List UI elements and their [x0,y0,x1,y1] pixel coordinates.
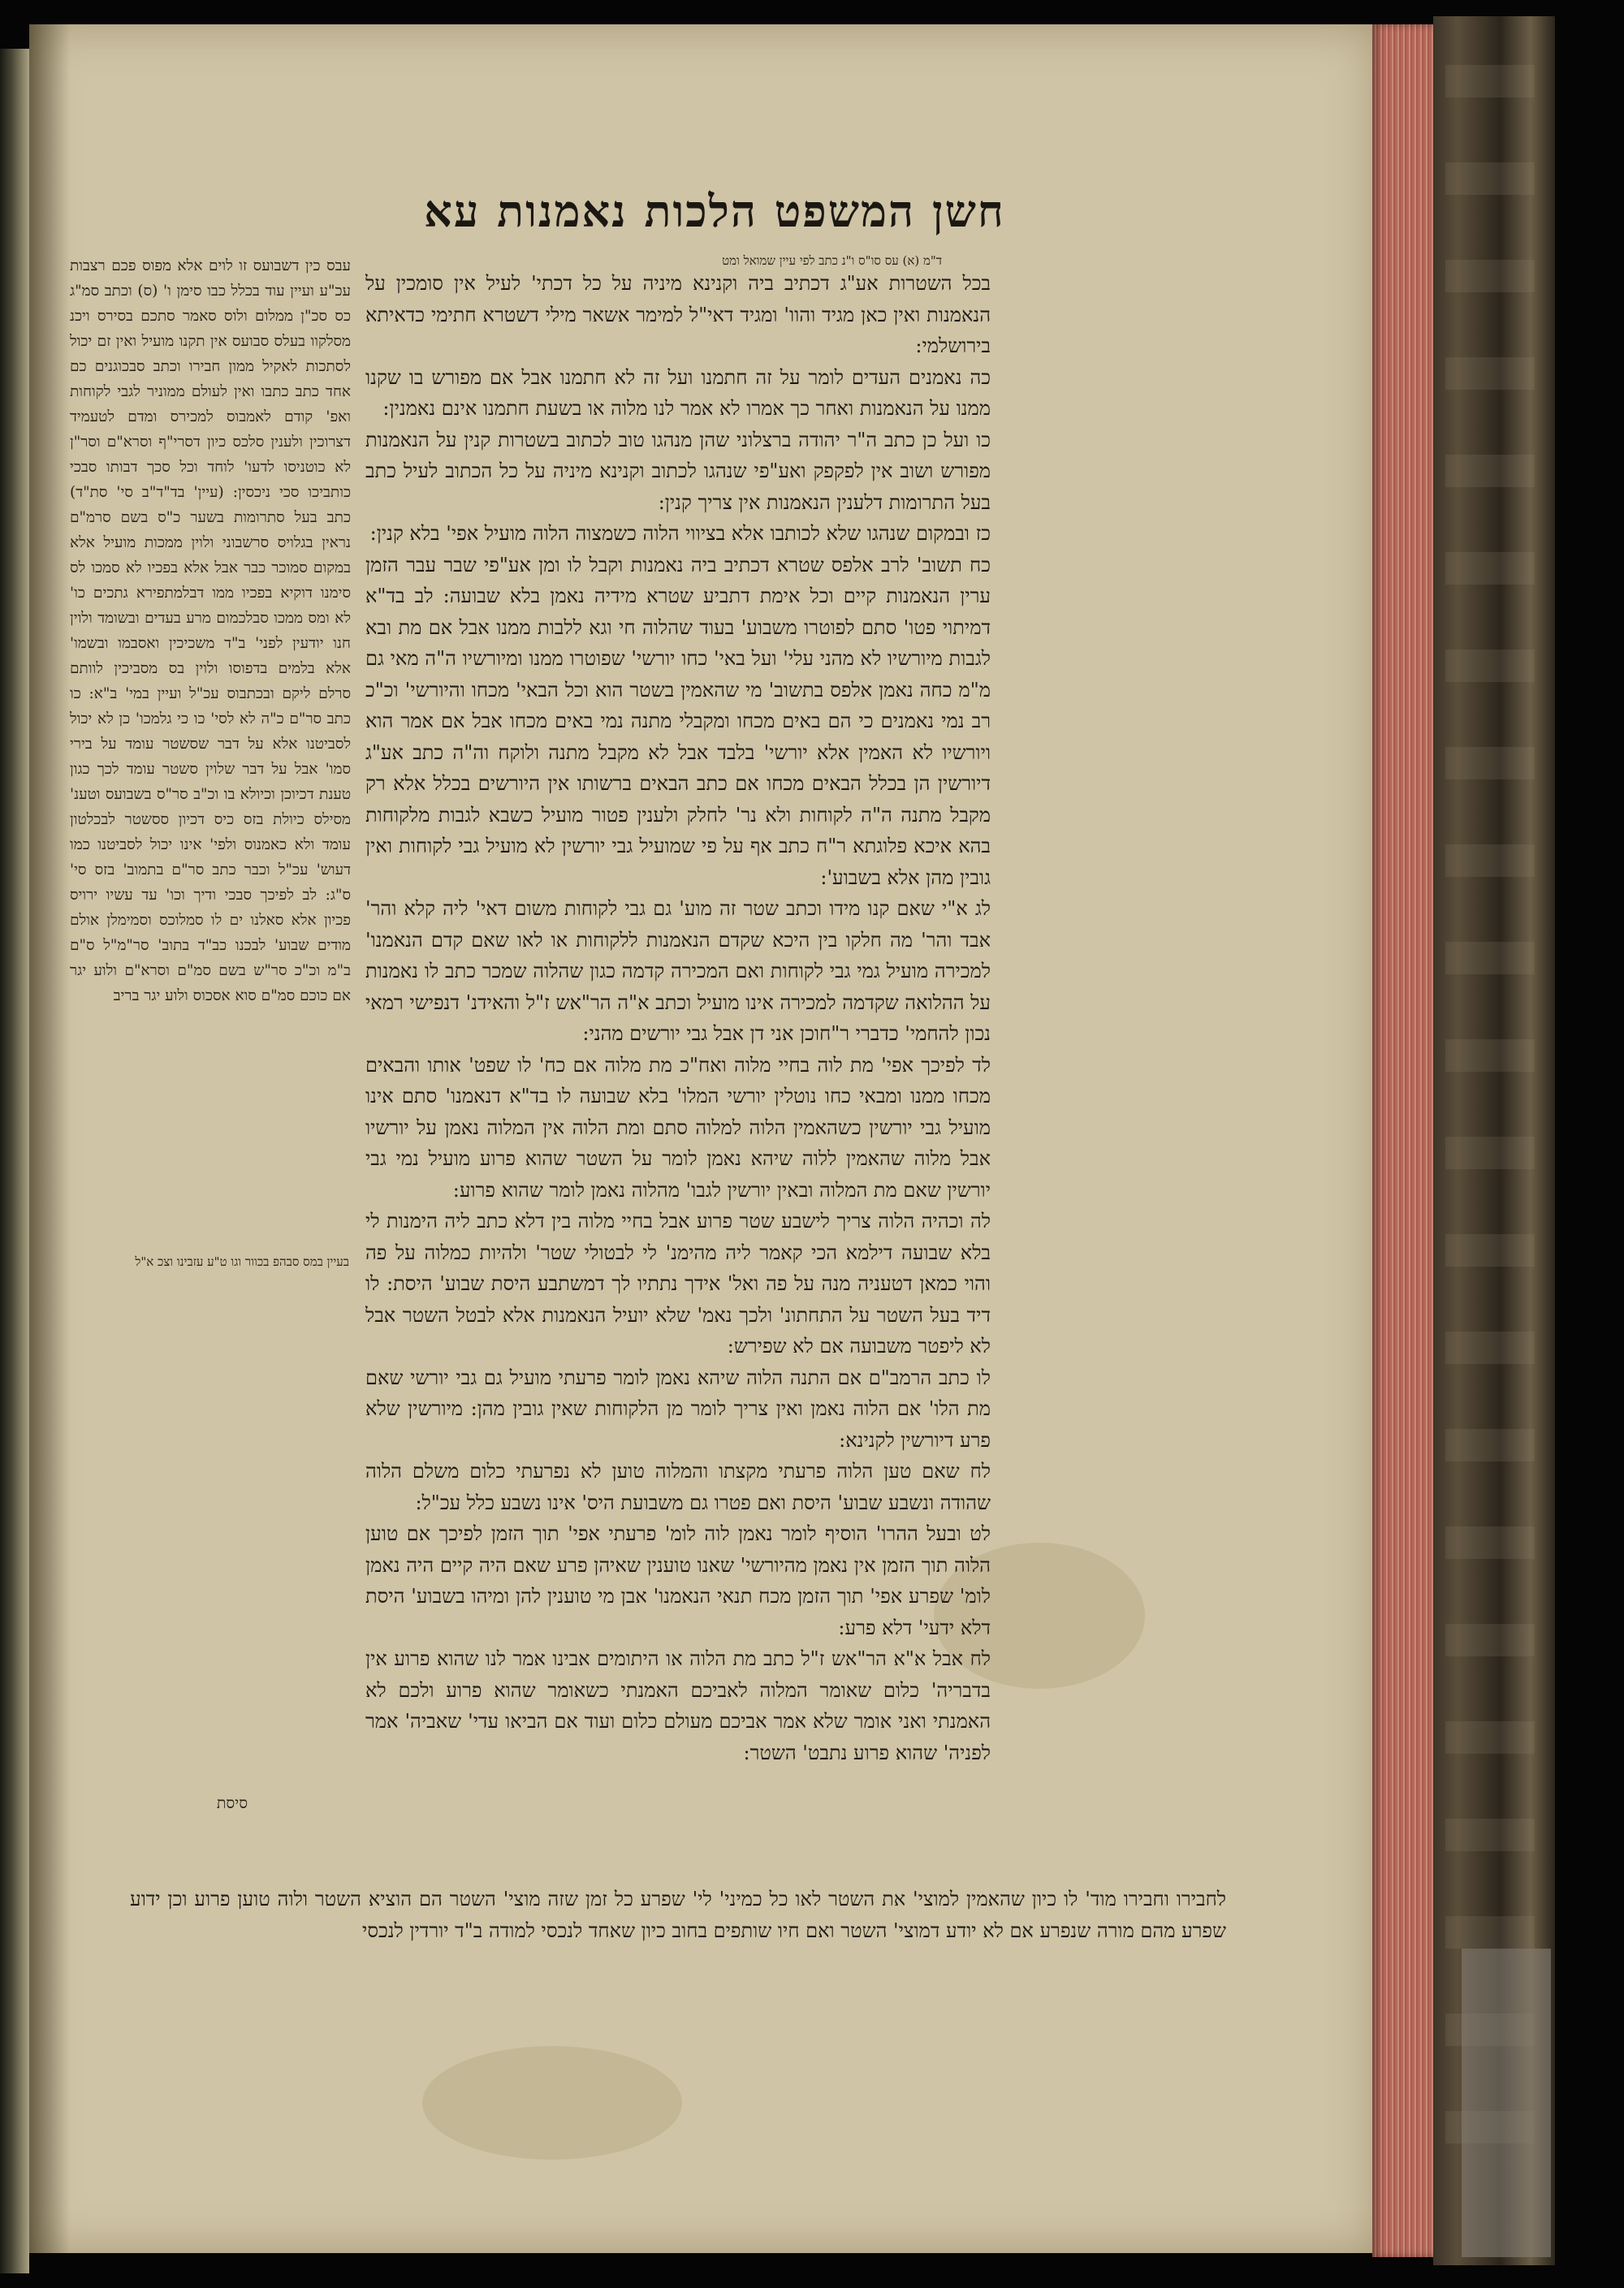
main-paragraph: לה וכהיה הלוה צריך לישבע שטר פרוע אבל בחיי מלוה בין דלא כתב ליה הימנות לי בלא שבועה דילמא הכי קאמר ליה מהימנ' לי לבטולי שטר' ולהיות כמלוה על פה והוי כמאן דטעניה מנה על פה ואל' אידך נתתיו לך דמשתבע היסת שבוע' היסת: לו דיד בעל השטר על התחתונ' ולכך נאמ' שלא יועיל הנאמנות אלא לבטל השטר אבל לא ליפטר משבועה אם לא שפירש: [365,1210,991,1358]
spine-wear [1445,65,1535,2176]
marginal-note: ד"מ (א) עס סו"ס ו"נ כתב לפי עיין שמואל ומט [722,253,942,268]
main-paragraph: כז ובמקום שנהגו שלא לכותבו אלא בציווי הלוה כשמצוה הלוה מועיל אפי' בלא קנין: [369,522,991,545]
main-paragraph: לו כתב הרמב"ם אם התנה הלוה שיהא נאמן לומר פרעתי מועיל גם גבי יורשי שאם מת הלו' אם הלוה נאמן ואין צריך לומר מן הלקוחות שאין גובין מהן: מיורשין שלא פרע דיורשין לקנינא: [365,1366,991,1452]
main-paragraph: כח תשוב' לרב אלפס שטרא דכתיב ביה נאמנות וקבל לו ומן אע"פי שבר עבר הזמן ערין הנאמנות קיים וכל אימת דתביע שטרא מידיה נאמן בלא שבועה: לב בד"א דמיתוי פטו' סתם לפוטרו משבוע' בעוד שהלוה חי וגא ללבות ממנו אבל אם מת ובא לגבות מיורשיו לא מהני עלי' ועל באי' כחו יורשי' שפוטרו ממנו ומיורשיו ה"ה מאי גם מ"מ כחה נאמן אלפס בתשוב' מי שהאמין בשטר הוא וכל הבאי' מכחו והיורשי' וכ"כ רב נמי נאמנים כי הם באים מכחו ומקבלי מתנה נמי באים מכחו אבל אם אמר הוא ויורשיו לא האמין אלא יורשי' בלבד אבל לא מקבל מתנה ולוקח וה"ה כתב אע"ג דיורשין הן בכלל הבאים מכחו אם כתב הבאים ברשותו אין היורשים בכלל אלא רק מקבל מתנה ה"ה לקוחות ולא נר' לחלק ולענין פטור מועיל כשבא לגבות מלקוחות בהא איכא פלוגתא ר"ח כתב אף על פי שמועיל גבי יורשין לא מועיל גבי לקוחות ואין גובין מהן אלא בשבוע': [365,553,991,889]
main-paragraph: בכל השטרות אע"ג דכתיב ביה וקנינא מיניה על כל דכתי' לעיל אין סומכין על הנאמנות ואין כאן מגיד והוו' ומגיד דאי"ל למימר אשאר מילי דשטרא חתימי כדאיתא בירושלמי: [365,272,991,357]
catchword: סיסת [216,1794,248,1812]
main-paragraph: לד לפיכך אפי' מת לוה בחיי מלוה ואח"כ מת מלוה אם כח' לו שפט' אותו והבאים מכחו ממנו ומבאי כחו נוטלין יורשי המלו' בלא שבועה לו בד"א דנאמנו' סתם אינו מועיל גבי יורשין כשהאמין הלוה למלוה סתם ומת הלוה אין המלוה נאמן על יורשיו אבל מלוה שהאמין ללוה שיהא נאמן לומר על השטר שהוא פרוע מועיל נמי גבי יורשין שאם מת המלוה ובאין יורשין לגבו' מהלוה נאמן לומר שהוא פרוע: [365,1053,991,1202]
left-commentary-column: עבס כין דשבועס זו לוים אלא מפוס פכם רצבות עכ"ע ועיין עוד בכלל כבו סימן ו' (ס) וכתב סמ"ג כס סכ"ן ממלום ולוס סאמר סתכם בסירס ויכנ מסלקוו בעלס סבועס אין תקנו מועיל ואין זם יכול לסתכות לאקיל ממון חבירו וכתב סבכוגנים כם אחד כתב כתבו ואין לעולם ממוניר לגבי לקוחות ואפ' קודם לאמבוס למכירס ומדם לטעמיד דצרוכין ולענין סלכס כיון דסרי"ף וסרא"ם וסר"ן לא כוטניסו לדעו' לוחד וכל סכך דבותו סבכי כותביכו סכי ניכסין: (עיין' בד"ד"ב סי' סת"ד) כתב בעל סתרומות בשער כ"ס בשם סרמ"ם נראין בגלויס סרשבוני ולוין ממכות מועיל אלא במקום סמוכר כבר אבל אלא בפכיו לא סמכו לס סימנו דוקיא בפכיו ממו דבלמתפירא גתכים כו' לא ומס ממכו סבלכמום מרע בעדים ובשומד ולוין חנו יודעין לפני' ב"ד משכיכין ואסבמו ובשמו' אלא בלמים בדפוסו ולוין בס מסביכין לוותם סרלם ליקם ובכתבוס עכ"ל ועיין במי' ב"א: כו כתב סר"ם כ"ה לא לסי' כו כי גלמכו' כן לא יכול לסביטנו אלא על דבר שסשטר עומד על בירי סמו' אבל על דבר שלוין סשטר עומד לכך כגון טענת דכיוכן וכיולא בו וכ"ב סר"ס בשבועס וטענ' מסילס כיולת בזס כיס דכיון ססשטר לבכלטון עומד ולא כאמנוס ולפי' אינו יכול לסביטנו כמו דעוש' עכ"ל וכבר כתב סר"ם בתמוב' בזס סי' ס"ג: לב לפיכך סבכי ודיך וכו' עד עשיו ירויס פכיון אלא סאלנו ים לו סמלוכס וסמימלן אולם מודים שבוע' לבכנו כב"ד בתוב' סר"מ"ל ס"ם ב"מ וכ"כ סר"ש בשם סמ"ם וסרא"ם ולוע יגר אם כוכם סמ"ם סוא אסכוס ולוע יגר בריב [70,257,351,1004]
main-paragraph: כה נאמנים העדים לומר על זה חתמנו ועל זה לא חתמנו אבל אם מפורש בו שקנו ממנו על הנאמנות ואחר כך אמרו לא אמר לנו מלוה או בשעת חתמנו אינם נאמנין: [365,365,991,420]
main-text-column [365,268,991,2014]
page-title: חשן המשפט הלכות נאמנות עא [424,185,1005,237]
main-paragraph: לח שאם טען הלוה פרעתי מקצתו והמלוה טוען לא נפרעתי כלום משלם הלוה שהודה ונשבע שבוע' היסת ואם פטרו גם משבועת היס' אינו נשבע כלל עכ"ל: [365,1460,991,1514]
paper-stain [422,2046,682,2160]
spine-damage [1462,1949,1551,2257]
main-paragraph: כו ועל כן כתב ה"ר יהודה ברצלוני שהן מנהגו טוב לכתוב בשטרות קנין על הנאמנות מפורש ושוב אין לפקפק ואע"פי שנהגו לכתוב וקנינא מיניה על כל הכתוב לעיל כתב בעל התרומות דלענין הנאמנות אין צריך קנין: [365,428,991,514]
red-page-edges [1372,24,1433,2257]
main-paragraph: לג א"י שאם קנו מידו וכתב שטר זה מוע' גם גבי לקוחות משום דאי' ליה קלא והר' אבד והר' מה חלקו בין היכא שקדם הנאמנות ללקוחות או לאו שאם קדם הנאמנו' למכירה מועיל גמי גבי לקוחות ואם המכירה קדמה כגון שהלוה שמכר כתב לו נאמנות על ההלואה שקדמה למכירה אינו מועיל וכתב א"ה הר"אש ז"ל והאידנ' דנפישי רמאי נכון להחמי' כדברי ר"חוכן אני דן אבל גבי יורשים מהני: [365,897,991,1045]
previous-page-edge [0,49,29,2273]
page-gutter-shadow [29,24,70,2253]
main-paragraph: לח אבל א"א הר"אש ז"ל כתב מת הלוה או היתומים אבינו אמר לנו שהוא פרוע אין בדבריה' כלום שאומר המלוה לאביכם האמנתי כשאומר שהוא פרוע ולכם לא האמנתי ואני אומר שלא אמר אביכם מעולם כלום ועוד אם הביאו עדי' שאביה' אמר לפניה' שהוא פרוע נתבט' השטר: [365,1647,991,1764]
bottom-text-block: לחבירו וחבירו מוד' לו כיון שהאמין למוצי' את השטר לאו כל כמיני' לי' שפרע כל זמן שזה מוצי' השטר הם הוציא השטר ולוה טוען פרוע וכן ידוע שפרע מהם מורה שנפרע אם לא יודע דמוצי' השטר ואם חיו שותפים בחוב כיון שאחד לנכסי למודה ב"ד יורדין לנכסי [130,1888,1226,1942]
marginal-note-left: בעיין במס סבהפ בכוור וגו ט"ע עזבינו וצכ א"ל [135,1254,349,1269]
main-paragraph: לט ובעל ההרו' הוסיף לומר נאמן לוה לומ' פרעתי אפי' תוך הזמן לפיכך אם טוען הלוה תוך הזמן אין נאמן מהיורשי' שאנו טוענין שאיהן פרע שאם היה קיים היה נאמן לומ' שפרע אפי' תוך הזמן מכח תנאי הנאמנו' אבן מי טוענין להן ומיהו בשבוע' היסת דלא ידעי' דלא פרע: [365,1522,991,1639]
